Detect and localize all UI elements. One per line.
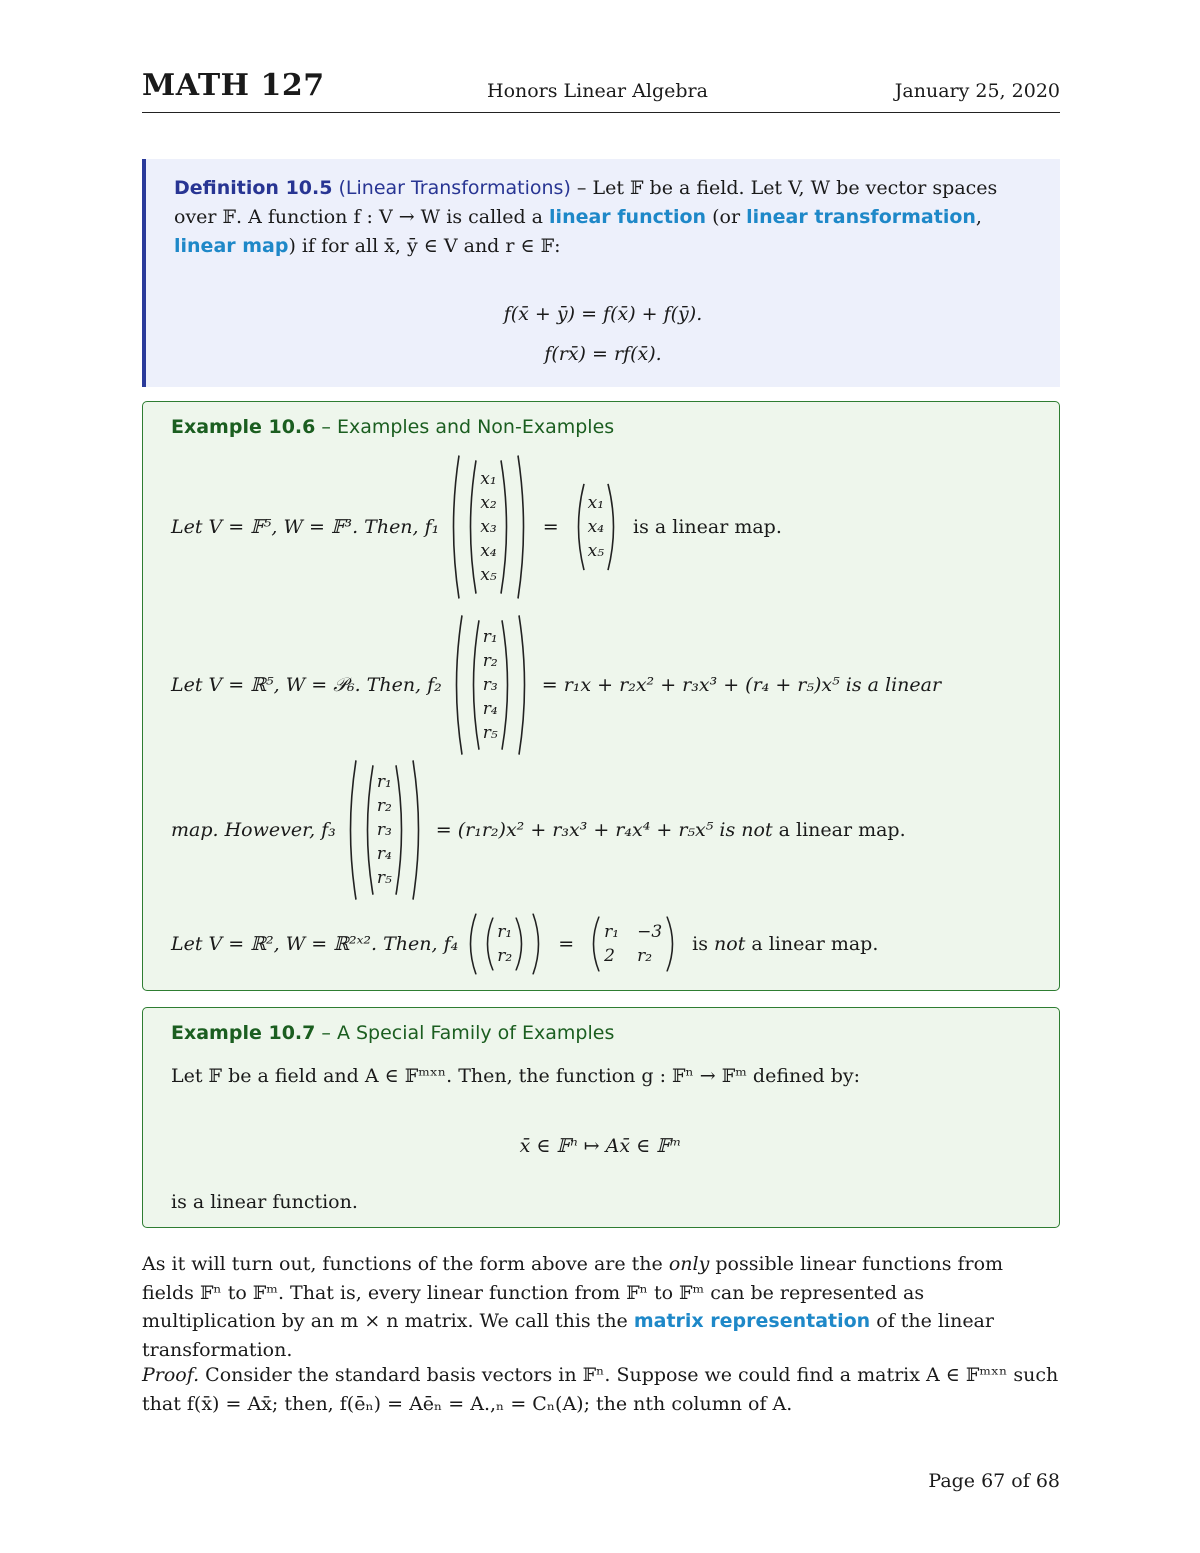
column-vector: [361, 764, 408, 896]
term-linear-map: linear map: [174, 235, 289, 257]
vector-entries: [481, 619, 500, 751]
vector-entry: r₃: [482, 674, 498, 695]
proof-paragraph: [142, 1361, 1060, 1418]
vector-entry: r₁: [376, 771, 392, 792]
definition-text: [174, 174, 1038, 261]
left-paren-icon: [572, 483, 586, 571]
vector-entries: [478, 459, 498, 595]
left-paren-icon: [447, 454, 461, 600]
column-vector: [572, 483, 620, 571]
vector-entry: r₃: [376, 819, 392, 840]
vector-entry: x₄: [480, 541, 497, 561]
vector-entry: r₄: [482, 698, 498, 719]
row-suffix: is a linear map.: [633, 516, 782, 538]
left-paren-icon: [481, 917, 495, 971]
outer-parentheses: [450, 614, 531, 756]
matrix-entry: −3: [637, 922, 663, 942]
equals-sign: =: [558, 933, 575, 955]
emphasis-not: not: [741, 818, 773, 841]
term-linear-transformation: linear transformation: [746, 206, 976, 228]
vector-entry: r₅: [482, 722, 498, 743]
row-suffix: [692, 933, 878, 955]
vector-entry: r₂: [376, 795, 392, 816]
vector-entries: [375, 764, 394, 896]
outer-parentheses: [447, 454, 529, 600]
left-paren-icon: [361, 764, 375, 896]
left-paren-icon: [464, 913, 478, 975]
example-row-f3: [171, 757, 906, 902]
left-paren-icon: [450, 614, 464, 756]
matrix-entries: [601, 916, 665, 972]
row-suffix-b: a linear map.: [745, 933, 879, 955]
vector-entry: x₁: [587, 493, 605, 513]
right-paren-icon: [411, 759, 425, 901]
left-paren-icon: [344, 759, 358, 901]
row-suffix-a: = (r₁r₂)x² + r₃x³ + r₄x⁴ + r₅x⁵ is: [435, 818, 742, 841]
example-label: Example 10.7: [171, 1022, 316, 1044]
page-number: Page 67 of 68: [928, 1470, 1060, 1492]
definition-body-c: ,: [975, 206, 982, 228]
column-vector: [464, 459, 512, 595]
example-row-f4: [171, 912, 878, 976]
term-linear-function: linear function: [549, 206, 707, 228]
vector-entry: r₂: [482, 650, 498, 671]
example-line: Let 𝔽 be a field and A ∈ 𝔽ᵐˣⁿ. Then, the function g : 𝔽ⁿ → 𝔽ᵐ defined by:: [171, 1065, 860, 1087]
definition-body-b: (or: [706, 206, 747, 228]
vector-entry: r₅: [376, 867, 392, 888]
left-paren-icon: [587, 916, 601, 972]
vector-entry: r₁: [497, 922, 513, 942]
emphasis-not: not: [714, 933, 746, 955]
vector-entry: x₂: [480, 493, 497, 513]
vector-entry: r₁: [482, 626, 498, 647]
proof-label: Proof.: [142, 1364, 200, 1386]
definition-equation-additivity: f(x̄ + ȳ) = f(x̄) + f(ȳ).: [503, 303, 703, 325]
example-box-10-7: [142, 1007, 1060, 1228]
right-paren-icon: [514, 917, 528, 971]
definition-heading: Definition 10.5 (Linear Transformations): [174, 177, 571, 199]
right-paren-icon: [500, 619, 514, 751]
definition-title: Linear Transformations: [345, 177, 564, 199]
vector-entry: x₁: [480, 469, 497, 489]
right-paren-icon: [394, 764, 408, 896]
example-equation: x̄ ∈ 𝔽ⁿ ↦ Ax̄ ∈ 𝔽ᵐ: [519, 1135, 682, 1157]
row-suffix: [436, 819, 906, 841]
matrix-entry: 2: [604, 946, 615, 966]
definition-body-a: – Let 𝔽 be a field. Let V, W be vector spaces over 𝔽. A function f : V → W is called a: [174, 177, 998, 228]
left-paren-icon: [467, 619, 481, 751]
paragraph-text-a: As it will turn out, functions of the form above are the: [142, 1253, 669, 1275]
outer-parentheses: [344, 759, 425, 901]
paragraph-text-c: of the linear transformation.: [142, 1310, 994, 1361]
right-paren-icon: [516, 454, 530, 600]
paragraph-text-b: possible linear functions from fields 𝔽ⁿ to 𝔽ᵐ. That is, every linear function from 𝔽ⁿ to 𝔽ᵐ can be represented as multiplication by an m × n matrix. We call this the: [142, 1253, 1004, 1332]
example-line: is a linear function.: [171, 1191, 358, 1213]
row-prefix: map. However, f₃: [171, 818, 336, 841]
example-box-10-6: [142, 401, 1060, 991]
example-heading: [171, 1022, 614, 1044]
vector-entry: r₄: [376, 843, 392, 864]
right-paren-icon: [665, 916, 679, 972]
equals-sign: =: [542, 516, 559, 538]
example-label: Example 10.6: [171, 416, 316, 438]
body-paragraph: [142, 1250, 1060, 1364]
matrix-entry: r₁: [604, 922, 620, 942]
course-title: MATH 127: [142, 68, 325, 103]
vector-entry: x₅: [587, 541, 605, 561]
vector-entries: [495, 917, 514, 971]
row-suffix: = r₁x + r₂x² + r₃x³ + (r₄ + r₅)x⁵ is a linear: [541, 673, 942, 696]
column-vector: [467, 619, 514, 751]
example-row-f1: [171, 452, 782, 602]
example-title: – A Special Family of Examples: [321, 1022, 615, 1044]
definition-body-d: ) if for all x̄, ȳ ∈ V and r ∈ 𝔽:: [288, 235, 561, 257]
outer-parentheses: [464, 913, 545, 975]
right-paren-icon: [606, 483, 620, 571]
proof-text: Consider the standard basis vectors in 𝔽ⁿ. Suppose we could find a matrix A ∈ 𝔽ᵐˣⁿ such that f(x̄) = Ax̄; then, f(ēₙ) = Aēₙ = A.,ₙ = Cₙ(A); the nth column of A.: [142, 1364, 1059, 1415]
example-title: – Examples and Non-Examples: [321, 416, 615, 438]
definition-equation-homogeneity: f(rx̄) = rf(x̄).: [544, 343, 662, 365]
vector-entry: x₃: [480, 517, 497, 537]
definition-label: Definition 10.5: [174, 177, 333, 199]
definition-box: [142, 159, 1060, 387]
matrix-entry: r₂: [637, 946, 653, 966]
vector-entry: x₄: [587, 517, 605, 537]
matrix: [587, 916, 679, 972]
vector-entries: [586, 483, 606, 571]
vector-entry: x₅: [480, 565, 497, 585]
emphasis-only: only: [668, 1253, 710, 1275]
column-vector: [481, 917, 528, 971]
header-date: January 25, 2020: [894, 80, 1060, 102]
term-matrix-representation: matrix representation: [633, 1310, 871, 1332]
course-subtitle: Honors Linear Algebra: [487, 80, 708, 102]
page-header: [142, 68, 1060, 113]
example-heading: [171, 416, 614, 438]
row-prefix: Let V = 𝔽⁵, W = 𝔽³. Then, f₁: [171, 516, 440, 538]
left-paren-icon: [464, 459, 478, 595]
right-paren-icon: [531, 913, 545, 975]
vector-entry: r₂: [497, 946, 513, 966]
example-row-f2: [171, 612, 941, 757]
row-suffix-a: is: [692, 933, 715, 955]
right-paren-icon: [517, 614, 531, 756]
right-paren-icon: [499, 459, 513, 595]
row-prefix: Let V = ℝ², W = ℝ²ˣ². Then, f₄: [171, 933, 459, 955]
row-suffix-b: a linear map.: [772, 818, 906, 841]
row-prefix: Let V = ℝ⁵, W = 𝒫₆. Then, f₂: [171, 673, 442, 696]
